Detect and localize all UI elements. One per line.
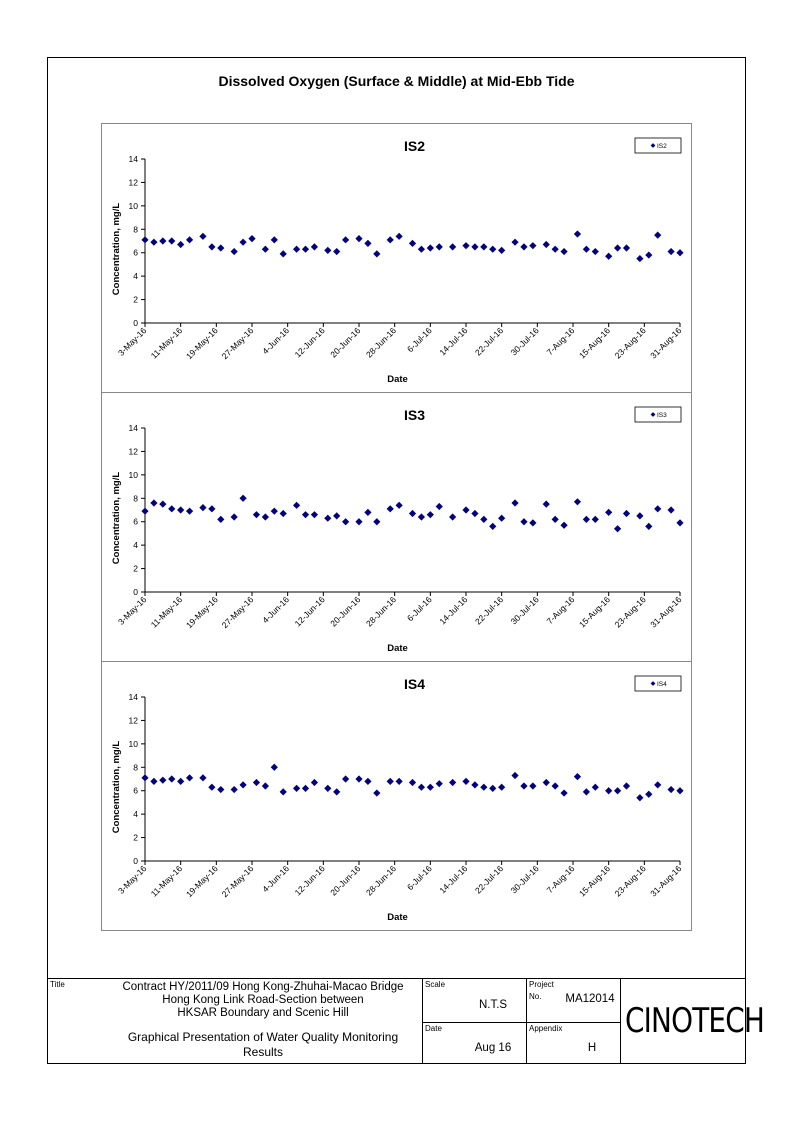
y-tick-label: 6: [133, 247, 138, 258]
data-point: [217, 244, 224, 251]
y-tick-label: 10: [128, 200, 138, 211]
x-tick-label: 28-Jun-16: [363, 594, 399, 629]
page-title: Dissolved Oxygen (Surface & Middle) at Mid-Ebb Tide: [218, 73, 575, 89]
data-point: [396, 778, 403, 785]
x-tick-label: 4-Jun-16: [260, 863, 292, 895]
data-point: [324, 515, 331, 522]
x-tick-label: 14-Jul-16: [437, 325, 470, 358]
data-point: [489, 523, 496, 530]
data-point: [480, 516, 487, 523]
data-point: [574, 498, 581, 505]
x-tick-label: 28-Jun-16: [363, 863, 399, 898]
data-point: [387, 236, 394, 243]
data-point: [239, 495, 246, 502]
data-point: [396, 233, 403, 240]
data-point: [364, 509, 371, 516]
data-point: [342, 236, 349, 243]
y-axis-label: Concentration, mg/L: [111, 202, 122, 296]
y-tick-label: 8: [133, 493, 138, 504]
x-tick-label: 7-Aug-16: [544, 863, 577, 896]
x-axis-label: Date: [387, 374, 408, 385]
chart-is2: [102, 124, 691, 392]
data-point: [605, 509, 612, 516]
y-tick-label: 10: [128, 738, 138, 749]
data-point: [560, 789, 567, 796]
data-point: [436, 503, 443, 510]
x-tick-label: 22-Jul-16: [472, 325, 506, 358]
x-tick-label: 7-Aug-16: [544, 594, 577, 627]
data-point: [159, 237, 166, 244]
chart-panel-is3: [101, 392, 692, 662]
data-point: [471, 243, 478, 250]
data-point: [645, 791, 652, 798]
data-point: [623, 510, 630, 517]
data-point: [302, 246, 309, 253]
x-tick-label: 28-Jun-16: [363, 325, 399, 360]
date-value: Aug 16: [474, 1042, 512, 1054]
chart-panel-is2: [101, 123, 692, 393]
data-point: [480, 243, 487, 250]
data-point: [636, 794, 643, 801]
data-point: [342, 775, 349, 782]
x-tick-label: 19-May-16: [183, 863, 220, 900]
y-tick-label: 2: [133, 832, 138, 843]
data-point: [449, 513, 456, 520]
data-point: [364, 240, 371, 247]
data-point: [177, 778, 184, 785]
data-point: [199, 774, 206, 781]
data-point: [396, 502, 403, 509]
y-tick-label: 2: [133, 563, 138, 574]
title-cell: [47, 978, 423, 1064]
data-point: [592, 784, 599, 791]
data-point: [574, 773, 581, 780]
x-tick-label: 12-Jun-16: [292, 594, 327, 629]
data-point: [150, 778, 157, 785]
data-point: [462, 242, 469, 249]
data-point: [159, 501, 166, 508]
data-point: [427, 784, 434, 791]
data-point: [271, 764, 278, 771]
data-point: [150, 239, 157, 246]
data-point: [520, 782, 527, 789]
data-point: [511, 772, 518, 779]
x-tick-label: 30-Jul-16: [508, 594, 541, 627]
x-tick-label: 15-Aug-16: [576, 594, 613, 630]
x-tick-label: 27-May-16: [219, 325, 256, 362]
data-point: [520, 243, 527, 250]
y-tick-label: 0: [133, 587, 138, 597]
y-tick-label: 0: [133, 856, 138, 866]
data-point: [333, 788, 340, 795]
data-point: [592, 516, 599, 523]
data-point: [302, 785, 309, 792]
data-point: [355, 235, 362, 242]
y-tick-label: 4: [133, 540, 138, 551]
contract-title-line-2: Hong Kong Link Road-Section between: [162, 994, 364, 1006]
y-tick-label: 10: [128, 469, 138, 480]
data-point: [498, 515, 505, 522]
data-point: [217, 786, 224, 793]
drawing-subtitle-line-2: Results: [242, 1045, 283, 1059]
data-point: [280, 510, 287, 517]
data-point: [574, 230, 581, 237]
data-point: [511, 499, 518, 506]
data-point: [311, 243, 318, 250]
data-point: [159, 777, 166, 784]
legend-label: IS2: [657, 142, 667, 150]
data-point: [676, 787, 683, 794]
x-tick-label: 31-Aug-16: [648, 863, 684, 899]
data-point: [543, 501, 550, 508]
data-point: [552, 246, 559, 253]
data-point: [623, 244, 630, 251]
data-point: [520, 518, 527, 525]
scale-cell: [422, 978, 527, 1023]
data-point: [311, 779, 318, 786]
x-tick-label: 15-Aug-16: [576, 325, 613, 361]
x-tick-label: 3-May-16: [115, 863, 149, 896]
data-point: [409, 510, 416, 517]
y-axis-label: Concentration, mg/L: [111, 740, 122, 834]
chart-title: IS3: [403, 407, 426, 423]
legend-label: IS3: [657, 411, 667, 419]
contract-title-line-3: HKSAR Boundary and Scenic Hill: [177, 1007, 349, 1019]
drawing-subtitle: [108, 1030, 418, 1060]
appendix-value: H: [587, 1042, 597, 1054]
legend-label: IS4: [657, 680, 667, 688]
x-tick-label: 14-Jul-16: [437, 594, 470, 627]
x-axis-label: Date: [387, 643, 408, 654]
data-point: [333, 512, 340, 519]
y-tick-label: 6: [133, 785, 138, 796]
data-point: [471, 510, 478, 517]
x-tick-label: 11-May-16: [148, 863, 185, 899]
x-tick-label: 22-Jul-16: [472, 594, 506, 627]
y-tick-label: 12: [128, 177, 138, 188]
data-point: [280, 250, 287, 257]
data-point: [436, 243, 443, 250]
data-point: [324, 785, 331, 792]
project-value: MA12014: [565, 993, 615, 1005]
data-point: [141, 774, 148, 781]
data-point: [168, 775, 175, 782]
scale-value: N.T.S: [478, 999, 508, 1011]
chart-panel-is4: [101, 661, 692, 931]
y-tick-label: 14: [128, 692, 138, 702]
x-tick-label: 6-Jul-16: [404, 325, 434, 355]
contract-title: [108, 981, 418, 1020]
x-tick-label: 23-Aug-16: [612, 594, 648, 630]
x-tick-label: 22-Jul-16: [472, 863, 506, 896]
y-tick-label: 4: [133, 809, 138, 820]
y-tick-label: 12: [128, 715, 138, 726]
data-point: [248, 235, 255, 242]
data-point: [489, 785, 496, 792]
y-tick-label: 8: [133, 762, 138, 773]
x-tick-label: 12-Jun-16: [292, 325, 327, 360]
data-point: [231, 513, 238, 520]
date-label: Date: [425, 1024, 442, 1033]
data-point: [168, 237, 175, 244]
chart-title: IS2: [403, 138, 426, 154]
x-tick-label: 11-May-16: [148, 325, 185, 361]
y-tick-label: 0: [133, 318, 138, 328]
data-point: [409, 779, 416, 786]
data-point: [141, 508, 148, 515]
data-point: [262, 246, 269, 253]
title-label: Title: [50, 980, 65, 989]
data-point: [239, 239, 246, 246]
data-point: [511, 239, 518, 246]
data-point: [373, 250, 380, 257]
data-point: [529, 242, 536, 249]
data-point: [480, 784, 487, 791]
data-point: [449, 779, 456, 786]
data-point: [418, 513, 425, 520]
project-label: Project: [529, 980, 554, 989]
data-point: [462, 778, 469, 785]
data-point: [667, 506, 674, 513]
chart-is4: [102, 662, 691, 930]
data-point: [543, 241, 550, 248]
contract-title-line-1: Contract HY/2011/09 Hong Kong-Zhuhai-Macao Bridge: [122, 981, 404, 993]
data-point: [543, 779, 550, 786]
date-cell: [422, 1022, 527, 1064]
data-point: [645, 251, 652, 258]
data-point: [552, 516, 559, 523]
data-point: [462, 506, 469, 513]
data-point: [199, 504, 206, 511]
data-point: [636, 255, 643, 262]
appendix-cell: [526, 1022, 621, 1064]
x-tick-label: 30-Jul-16: [508, 863, 541, 896]
data-point: [436, 780, 443, 787]
appendix-label: Appendix: [529, 1024, 563, 1033]
x-tick-label: 27-May-16: [219, 594, 256, 631]
scale-label: Scale: [425, 980, 446, 989]
data-point: [623, 782, 630, 789]
x-tick-label: 7-Aug-16: [544, 325, 577, 358]
x-tick-label: 20-Jun-16: [328, 863, 363, 898]
data-point: [560, 248, 567, 255]
y-tick-label: 2: [133, 294, 138, 305]
data-point: [186, 774, 193, 781]
data-point: [302, 511, 309, 518]
data-point: [583, 516, 590, 523]
data-point: [409, 240, 416, 247]
x-tick-label: 4-Jun-16: [260, 325, 292, 357]
data-point: [150, 499, 157, 506]
x-tick-label: 11-May-16: [148, 594, 185, 630]
y-tick-label: 4: [133, 271, 138, 282]
project-no-label: No.: [529, 992, 542, 1001]
data-point: [177, 241, 184, 248]
data-point: [498, 247, 505, 254]
data-point: [355, 518, 362, 525]
data-point: [654, 505, 661, 512]
data-point: [583, 788, 590, 795]
data-point: [199, 233, 206, 240]
x-tick-label: 4-Jun-16: [260, 594, 292, 626]
data-point: [387, 778, 394, 785]
data-point: [333, 248, 340, 255]
data-point: [667, 248, 674, 255]
y-tick-label: 12: [128, 446, 138, 457]
data-point: [262, 513, 269, 520]
x-tick-label: 14-Jul-16: [437, 863, 470, 896]
x-axis-label: Date: [387, 912, 408, 923]
x-tick-label: 31-Aug-16: [648, 594, 684, 630]
x-tick-label: 6-Jul-16: [404, 594, 434, 624]
data-point: [293, 785, 300, 792]
y-tick-label: 14: [128, 154, 138, 164]
y-tick-label: 14: [128, 423, 138, 433]
data-point: [654, 232, 661, 239]
data-point: [186, 508, 193, 515]
data-point: [293, 502, 300, 509]
data-point: [676, 519, 683, 526]
data-point: [239, 781, 246, 788]
data-point: [498, 784, 505, 791]
data-point: [645, 523, 652, 530]
project-cell: [526, 978, 621, 1023]
data-point: [342, 518, 349, 525]
data-point: [208, 243, 215, 250]
y-axis-label: Concentration, mg/L: [111, 471, 122, 565]
data-point: [676, 249, 683, 256]
data-point: [373, 518, 380, 525]
x-tick-label: 6-Jul-16: [404, 863, 434, 893]
data-point: [208, 505, 215, 512]
data-point: [667, 786, 674, 793]
data-point: [605, 253, 612, 260]
data-point: [168, 505, 175, 512]
data-point: [605, 787, 612, 794]
y-tick-label: 6: [133, 516, 138, 527]
data-point: [253, 511, 260, 518]
x-tick-label: 20-Jun-16: [328, 594, 363, 629]
data-point: [552, 782, 559, 789]
data-point: [529, 519, 536, 526]
data-point: [489, 246, 496, 253]
data-point: [293, 246, 300, 253]
data-point: [560, 522, 567, 529]
data-point: [614, 787, 621, 794]
chart-is3: [102, 393, 691, 661]
data-point: [364, 778, 371, 785]
data-point: [418, 784, 425, 791]
x-tick-label: 23-Aug-16: [612, 863, 648, 899]
logo-cell: [620, 978, 765, 1064]
data-point: [231, 786, 238, 793]
data-point: [186, 236, 193, 243]
x-tick-label: 31-Aug-16: [648, 325, 684, 361]
x-tick-label: 19-May-16: [183, 594, 220, 631]
data-point: [583, 246, 590, 253]
data-point: [141, 236, 148, 243]
y-tick-label: 8: [133, 224, 138, 235]
cinotech-logo: CINOTECH: [625, 1001, 765, 1041]
x-tick-label: 20-Jun-16: [328, 325, 363, 360]
data-point: [311, 511, 318, 518]
x-tick-label: 3-May-16: [115, 594, 149, 627]
data-point: [262, 782, 269, 789]
data-point: [271, 236, 278, 243]
data-point: [324, 247, 331, 254]
data-point: [592, 248, 599, 255]
data-point: [271, 508, 278, 515]
x-tick-label: 12-Jun-16: [292, 863, 327, 898]
x-tick-label: 30-Jul-16: [508, 325, 541, 358]
data-point: [231, 248, 238, 255]
data-point: [217, 516, 224, 523]
data-point: [614, 525, 621, 532]
x-tick-label: 19-May-16: [183, 325, 220, 362]
x-tick-label: 3-May-16: [115, 325, 149, 358]
chart-title: IS4: [403, 676, 426, 692]
data-point: [449, 243, 456, 250]
data-point: [208, 784, 215, 791]
data-point: [355, 775, 362, 782]
data-point: [654, 781, 661, 788]
data-point: [373, 789, 380, 796]
x-tick-label: 27-May-16: [219, 863, 256, 900]
x-tick-label: 15-Aug-16: [576, 863, 613, 899]
data-point: [471, 781, 478, 788]
data-point: [280, 788, 287, 795]
data-point: [427, 511, 434, 518]
data-point: [636, 512, 643, 519]
data-point: [529, 782, 536, 789]
data-point: [253, 779, 260, 786]
data-point: [387, 505, 394, 512]
data-point: [614, 244, 621, 251]
x-tick-label: 23-Aug-16: [612, 325, 648, 361]
data-point: [427, 244, 434, 251]
drawing-subtitle-line-1: Graphical Presentation of Water Quality Monitoring: [127, 1030, 399, 1044]
data-point: [177, 506, 184, 513]
data-point: [418, 246, 425, 253]
